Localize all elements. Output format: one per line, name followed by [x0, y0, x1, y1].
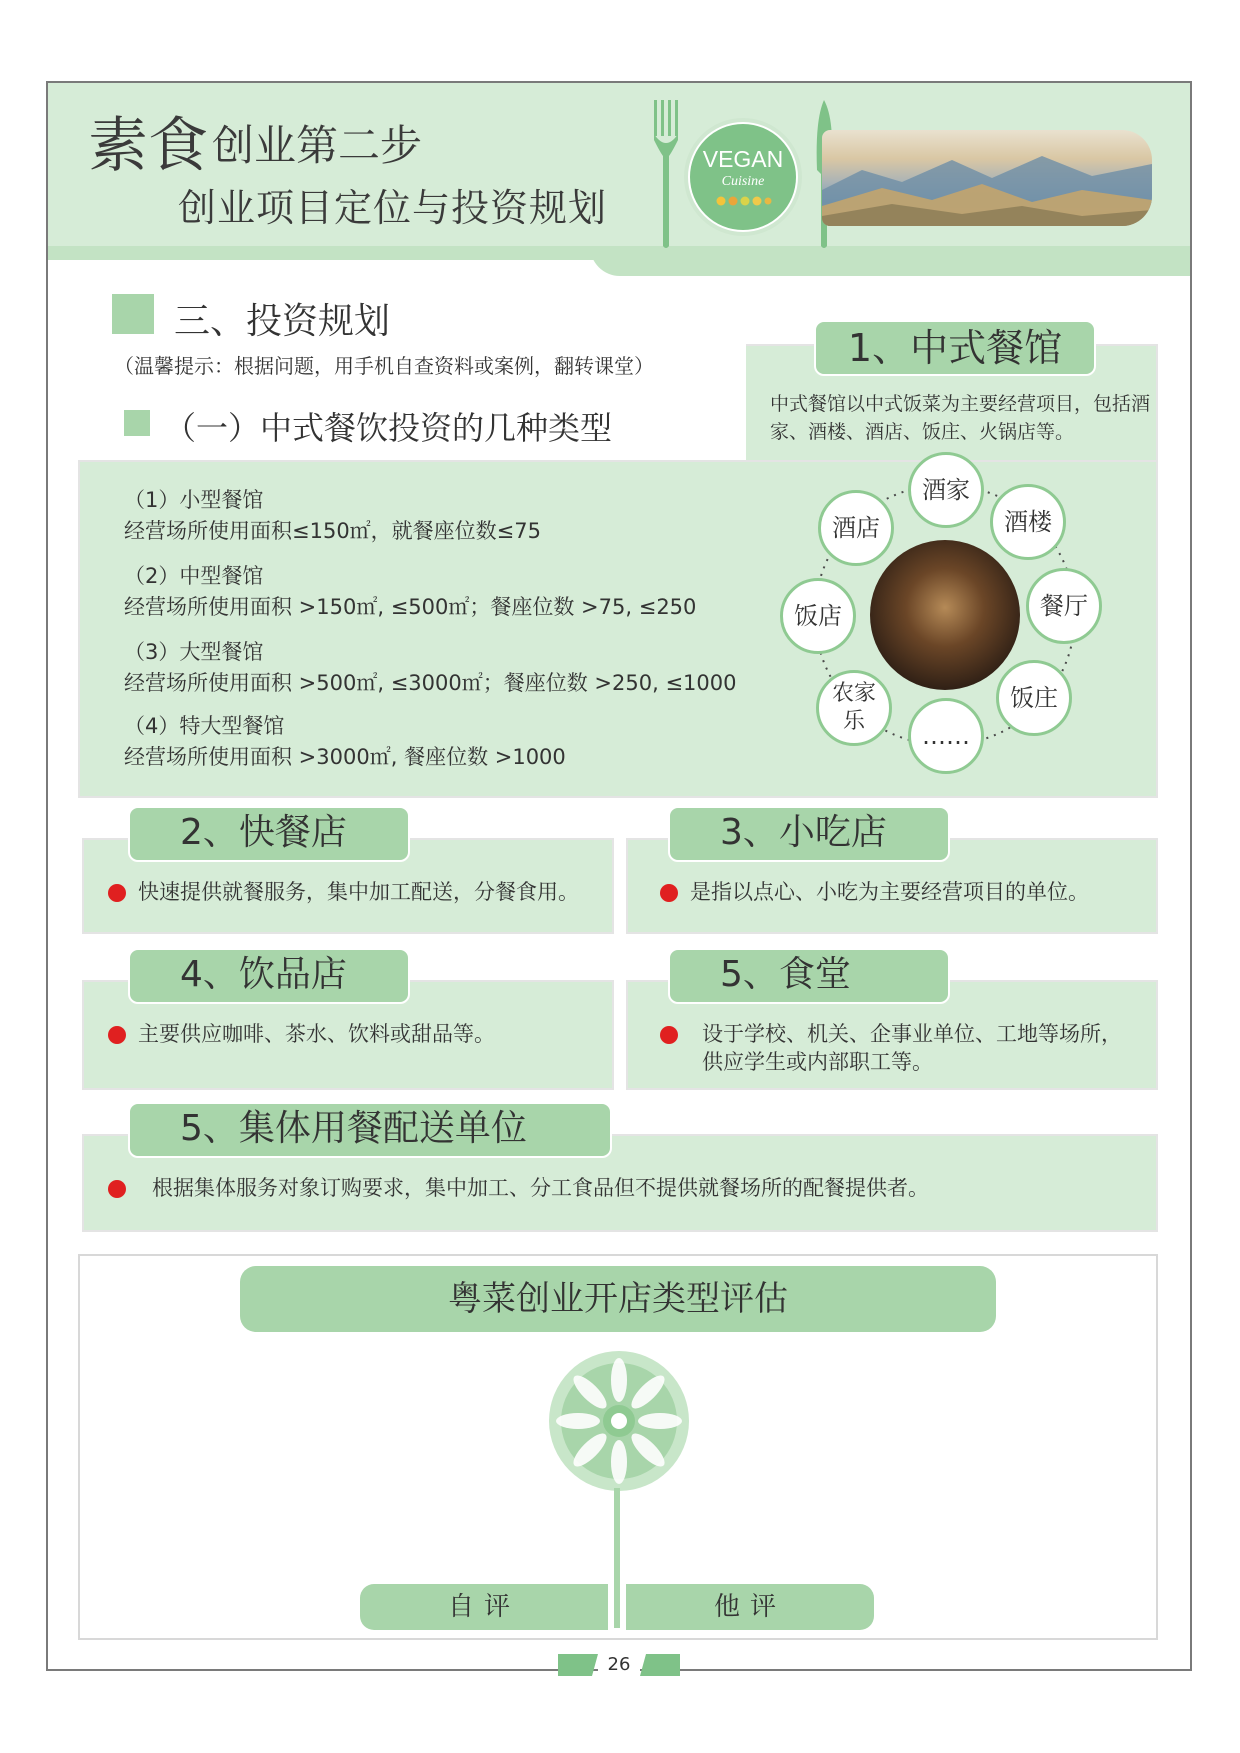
mountain-icon: [822, 130, 1152, 226]
beverage-shop-text: 主要供应咖啡、茶水、饮料或甜品等。: [138, 1022, 495, 1046]
snack-shop-text: 是指以点心、小吃为主要经营项目的单位。: [690, 880, 1089, 904]
page-number-left-tab: [558, 1654, 598, 1676]
section-marker: [112, 294, 154, 334]
bubble-jiudian: 酒店: [818, 490, 894, 566]
page-number: 26: [598, 1652, 640, 1678]
evaluation-stem: [614, 1488, 620, 1628]
bubble-fandian: 饭店: [780, 578, 856, 654]
tip-text: （温馨提示：根据问题，用手机自查资料或案例，翻转课堂）: [114, 354, 654, 378]
group-meal-title: 5、集体用餐配送单位: [128, 1102, 612, 1158]
subsection-title: （一）中式餐饮投资的几种类型: [164, 409, 613, 447]
peer-evaluation-label: 他评: [626, 1584, 874, 1630]
vegan-logo-sub: Cuisine: [721, 174, 765, 189]
page-subtitle: 创业项目定位与投资规划: [178, 186, 608, 230]
type-head-xlarge: （4）特大型餐馆: [124, 714, 285, 738]
canteen-title: 5、食堂: [668, 948, 950, 1004]
type-head-medium: （2）中型餐馆: [124, 564, 264, 588]
header-strip: [48, 246, 1190, 260]
type-desc-xlarge: 经营场所使用面积 >3000㎡, 餐座位数 >1000: [124, 745, 566, 769]
bullet-dot: [108, 1180, 126, 1198]
chinese-restaurant-desc: 中式餐馆以中式饭菜为主要经营项目，包括酒家、酒楼、酒店、饭庄、火锅店等。: [770, 393, 1151, 443]
bubble-nongjiale: 农家乐: [816, 670, 892, 746]
beverage-shop-title: 4、饮品店: [128, 948, 410, 1004]
bubble-fanzhuang: 饭庄: [996, 660, 1072, 736]
fork-icon: [652, 100, 680, 250]
mountain-landscape-image: [822, 130, 1152, 226]
evaluation-title: 粤菜创业开店类型评估: [240, 1266, 996, 1332]
canteen-text: 设于学校、机关、企事业单位、工地等场所，供应学生或内部职工等。: [702, 1022, 1122, 1074]
self-evaluation-label: 自评: [360, 1584, 608, 1630]
bubble-jiujia: 酒家: [908, 452, 984, 528]
type-desc-small: 经营场所使用面积≤150㎡，就餐座位数≤75: [124, 519, 541, 543]
bubble-jiulou: 酒楼: [990, 484, 1066, 560]
bullet-dot: [108, 884, 126, 902]
vegan-logo-text: VEGAN: [702, 146, 784, 172]
type-head-large: （3）大型餐馆: [124, 640, 264, 664]
bullet-dot: [108, 1026, 126, 1044]
snack-shop-title: 3、小吃店: [668, 806, 950, 862]
restaurant-photo: [870, 540, 1020, 690]
chinese-restaurant-title: 1、中式餐馆: [814, 320, 1096, 376]
group-meal-text: 根据集体服务对象订购要求，集中加工、分工食品但不提供就餐场所的配餐提供者。: [152, 1176, 929, 1200]
subsection-marker: [124, 410, 150, 436]
section-title: 三、投资规划: [174, 301, 391, 342]
page-title-rest: 创业第二步: [212, 121, 423, 170]
fast-food-title: 2、快餐店: [128, 806, 410, 862]
fast-food-text: 快速提供就餐服务，集中加工配送，分餐食用。: [138, 880, 579, 904]
bubble-canting: 餐厅: [1026, 568, 1102, 644]
vegetable-dots-icon: [716, 196, 772, 206]
flower-icon: [548, 1350, 690, 1492]
bullet-dot: [660, 884, 678, 902]
type-desc-medium: 经营场所使用面积 >150㎡, ≤500㎡；餐座位数 >75, ≤250: [124, 595, 697, 619]
bubble-ellipsis: ……: [908, 698, 984, 774]
type-desc-large: 经营场所使用面积 >500㎡, ≤3000㎡；餐座位数 >250, ≤1000: [124, 671, 737, 695]
bullet-dot: [660, 1026, 678, 1044]
page-number-right-tab: [640, 1654, 680, 1676]
type-head-small: （1）小型餐馆: [124, 488, 264, 512]
page-title-big: 素食: [88, 111, 208, 181]
